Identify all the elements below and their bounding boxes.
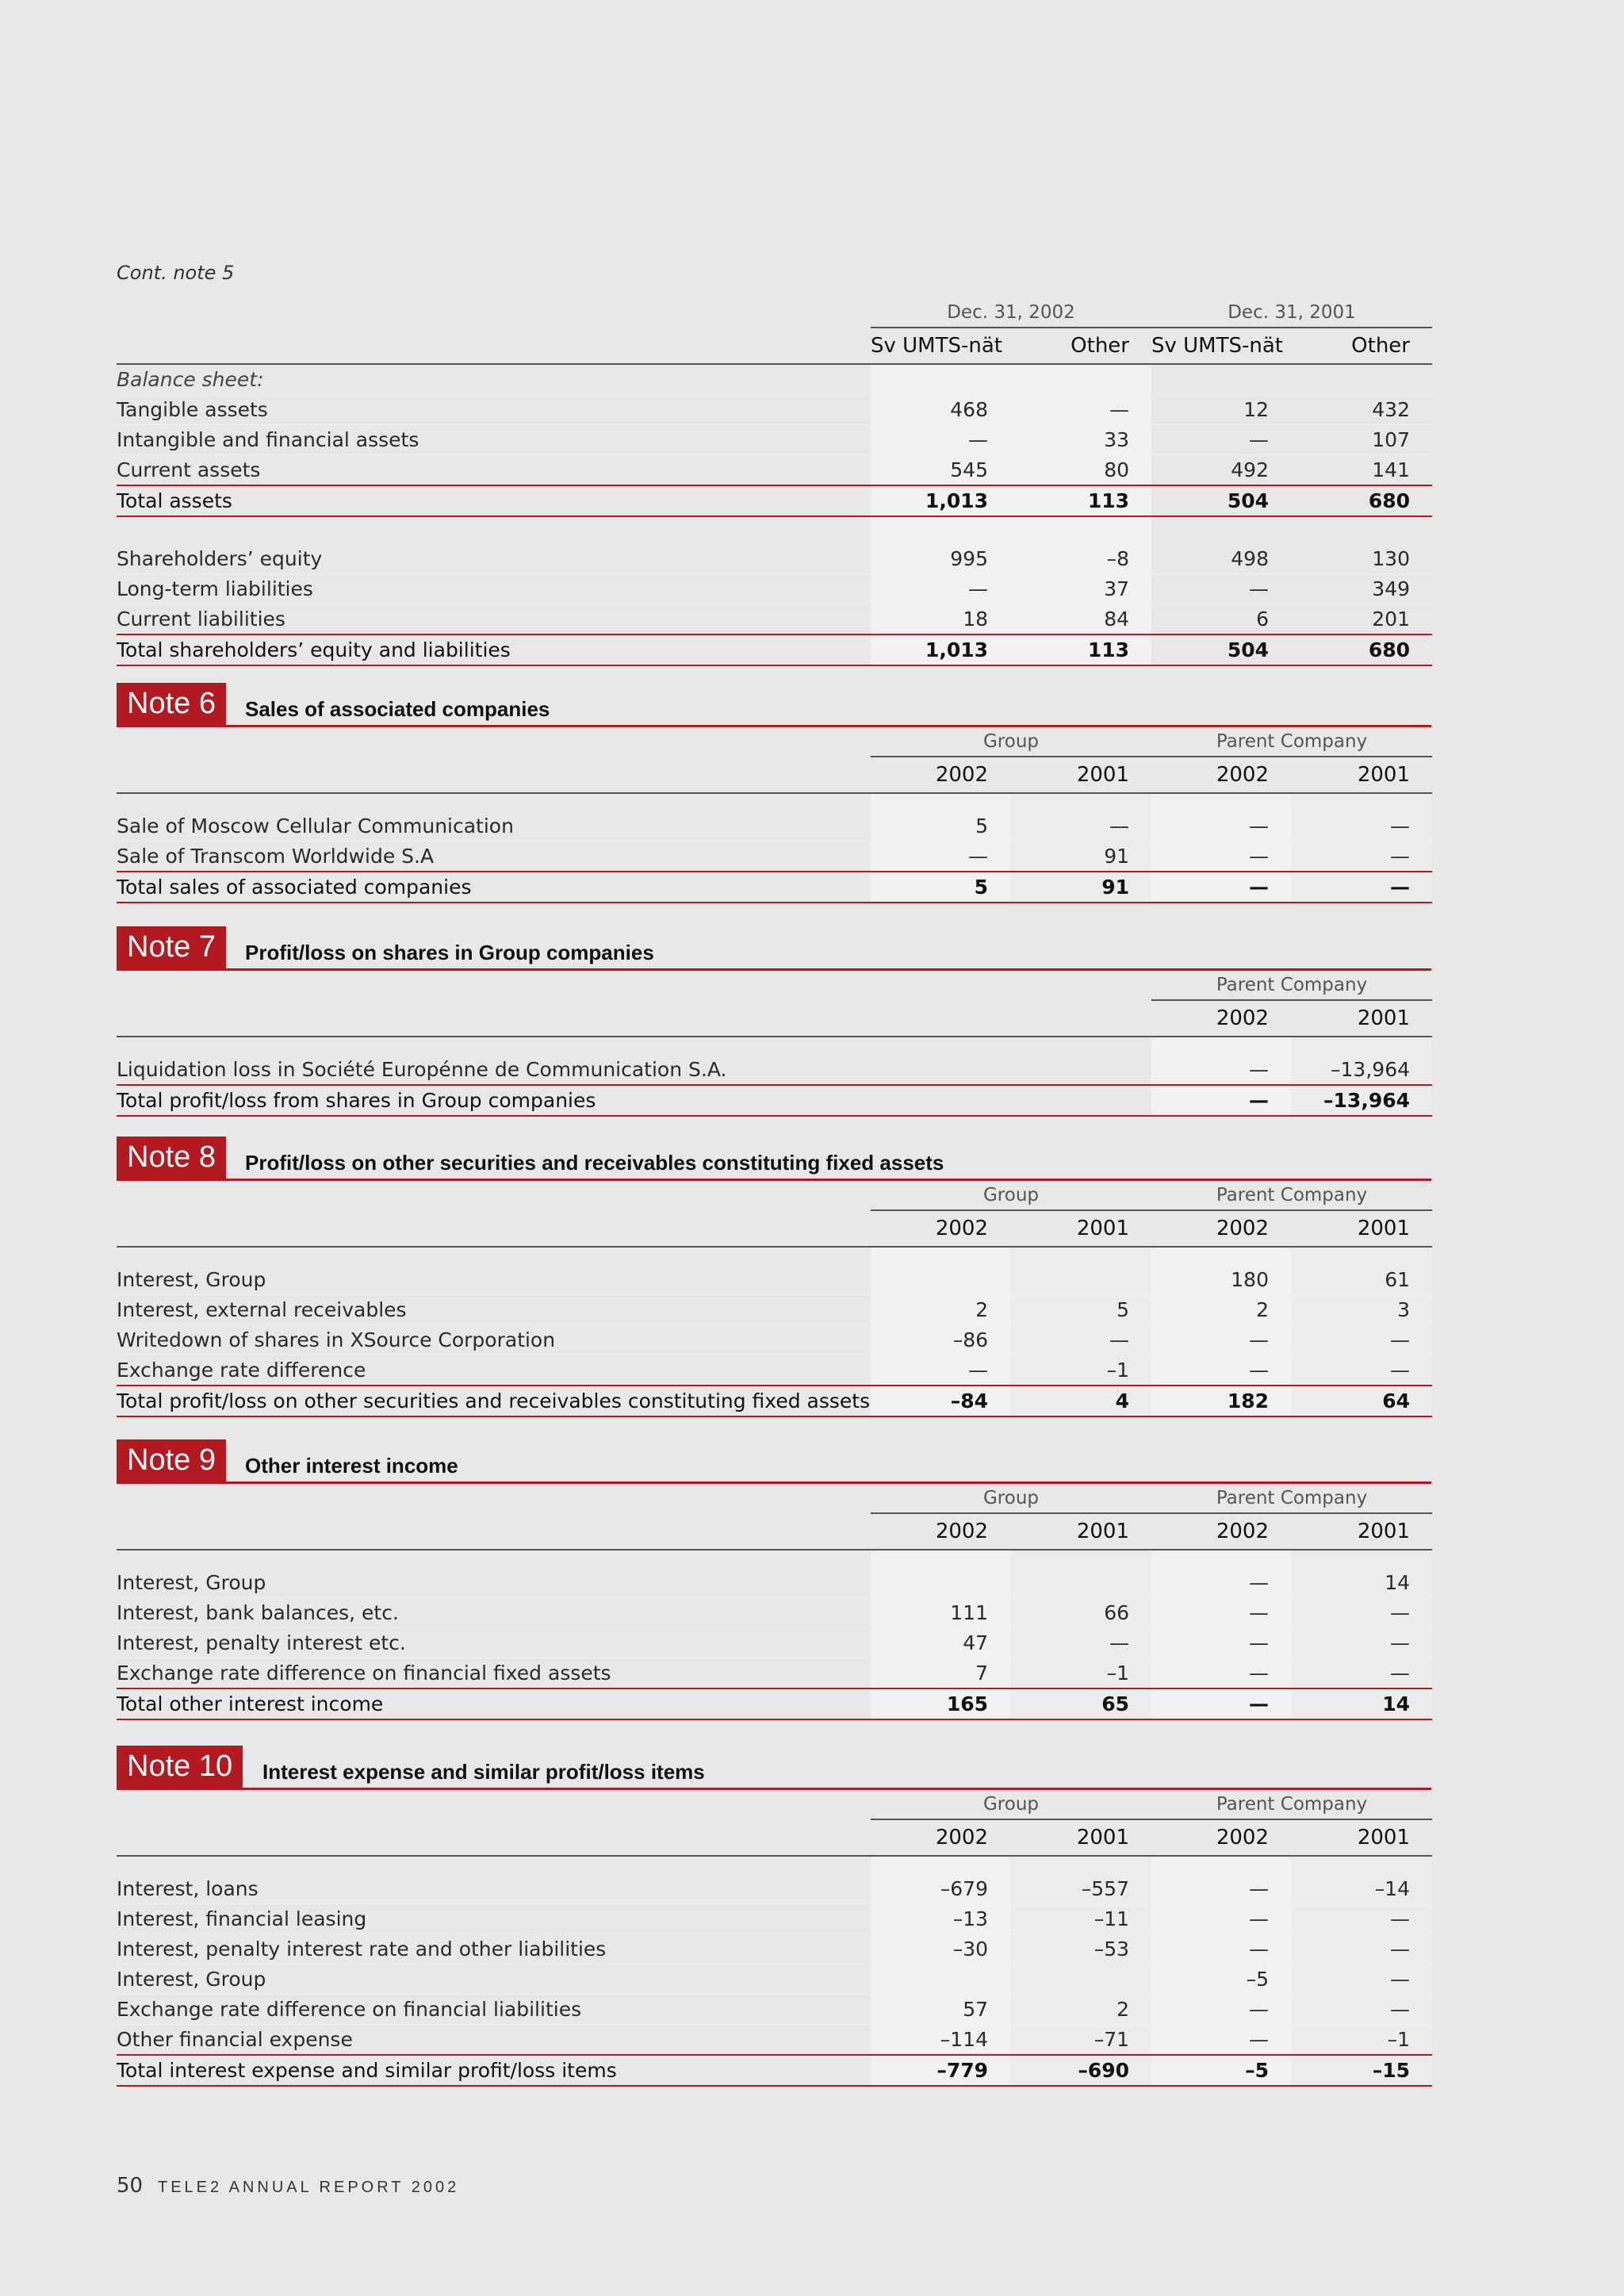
cell: 2	[1010, 1995, 1151, 2025]
cell: —	[871, 841, 1010, 872]
cell: –11	[1010, 1904, 1151, 1934]
row-label: Exchange rate difference on financial fixed assets	[117, 1658, 871, 1689]
cell: 66	[1010, 1598, 1151, 1628]
year-header: 2002	[1151, 1210, 1291, 1247]
cell: —	[1291, 1904, 1432, 1934]
group-header: Parent Company	[1151, 1484, 1432, 1513]
year-header: 2002	[871, 1819, 1010, 1856]
cell: –71	[1010, 2025, 1151, 2056]
total-row	[117, 872, 1432, 903]
note-title: Other interest income	[245, 1454, 458, 1478]
cell: –690	[1010, 2055, 1151, 2086]
note9-section	[117, 1439, 1431, 1720]
cell	[871, 1568, 1010, 1598]
cell: —	[1010, 1628, 1151, 1658]
table-row	[117, 1265, 1432, 1295]
cell: –1	[1010, 1355, 1151, 1386]
note-heading	[117, 1439, 1431, 1484]
table-row	[117, 1598, 1432, 1628]
note8-section	[117, 1137, 1431, 1417]
cell: 468	[871, 395, 1010, 425]
cell: —	[1151, 872, 1291, 903]
cell: 182	[1151, 1386, 1291, 1416]
cell: —	[1010, 395, 1151, 425]
cell: 349	[1291, 574, 1432, 604]
cell: 680	[1291, 485, 1432, 516]
row-label: Interest, external receivables	[117, 1295, 871, 1325]
table-row	[117, 1934, 1432, 1964]
cell: —	[1151, 841, 1291, 872]
cell: 80	[1010, 455, 1151, 486]
group-header: Group	[871, 1790, 1151, 1819]
cell: 107	[1291, 425, 1432, 455]
table-row	[117, 1355, 1432, 1386]
cell: 65	[1010, 1688, 1151, 1719]
cell: —	[1151, 1934, 1291, 1964]
cell: —	[1151, 1688, 1291, 1719]
cell: 12	[1151, 395, 1291, 425]
cell: 130	[1291, 544, 1432, 574]
cell: 3	[1291, 1295, 1432, 1325]
note-badge: Note 8	[117, 1137, 226, 1179]
table-row	[117, 1325, 1432, 1355]
row-label: Interest, bank balances, etc.	[117, 1598, 871, 1628]
cell: 180	[1151, 1265, 1291, 1295]
note-badge: Note 10	[117, 1746, 243, 1788]
row-label: Exchange rate difference	[117, 1355, 871, 1386]
row-label: Liquidation loss in Société Europénne de Communication S.A.	[117, 1055, 1151, 1085]
cell: —	[871, 1355, 1010, 1386]
cell: —	[1291, 1964, 1432, 1995]
cell: —	[1151, 2025, 1291, 2056]
cell: —	[1151, 1568, 1291, 1598]
row-label: Interest, Group	[117, 1265, 871, 1295]
table-row	[117, 1964, 1432, 1995]
row-label: Sale of Transcom Worldwide S.A	[117, 841, 871, 872]
row-label: Total profit/loss on other securities and receivables constituting fixed assets	[117, 1386, 871, 1416]
row-label: Exchange rate difference on financial liabilities	[117, 1995, 871, 2025]
row-label: Interest, penalty interest etc.	[117, 1628, 871, 1658]
cell: –14	[1291, 1874, 1432, 1904]
note-title: Sales of associated companies	[245, 697, 550, 721]
cell: –13,964	[1291, 1055, 1432, 1085]
cell	[1010, 1964, 1151, 1995]
cell: –15	[1291, 2055, 1432, 2086]
note-heading	[117, 1137, 1431, 1181]
cell: —	[1291, 1658, 1432, 1689]
cell: —	[871, 574, 1010, 604]
year-header: 2001	[1291, 757, 1432, 793]
note-badge: Note 6	[117, 683, 226, 725]
page-footer	[117, 2171, 459, 2198]
cell: 504	[1151, 634, 1291, 665]
year-header: 2001	[1010, 1210, 1151, 1247]
table-row	[117, 1628, 1432, 1658]
cell: 4	[1010, 1386, 1151, 1416]
cell: 14	[1291, 1688, 1432, 1719]
group-header: Dec. 31, 2001	[1151, 298, 1432, 328]
group-header: Group	[871, 1484, 1151, 1513]
total-row	[117, 1688, 1432, 1719]
cell: —	[1291, 872, 1432, 903]
year-header: 2001	[1291, 1000, 1432, 1037]
row-label: Long-term liabilities	[117, 574, 871, 604]
cell: 492	[1151, 455, 1291, 486]
cell: —	[1010, 811, 1151, 841]
cell: 57	[871, 1995, 1010, 2025]
cell: –114	[871, 2025, 1010, 2056]
row-label: Total shareholders’ equity and liabilities	[117, 634, 871, 665]
table-row	[117, 395, 1432, 425]
cell: 14	[1291, 1568, 1432, 1598]
row-label: Total interest expense and similar profit/loss items	[117, 2055, 871, 2086]
cell: 1,013	[871, 485, 1010, 516]
cell: —	[1291, 1325, 1432, 1355]
group-header: Parent Company	[1151, 1181, 1432, 1210]
cell: 680	[1291, 634, 1432, 665]
note8-table	[117, 1181, 1432, 1417]
section-label: Balance sheet:	[117, 364, 871, 395]
cell: 113	[1010, 485, 1151, 516]
cell: –679	[871, 1874, 1010, 1904]
year-header: 2001	[1010, 1513, 1151, 1550]
table-row	[117, 574, 1432, 604]
cell: –84	[871, 1386, 1010, 1416]
cell: —	[1151, 1325, 1291, 1355]
cell: 2	[871, 1295, 1010, 1325]
row-label: Total profit/loss from shares in Group companies	[117, 1085, 1151, 1116]
note-heading	[117, 926, 1431, 971]
column-header: Other	[1291, 328, 1432, 364]
row-label: Current liabilities	[117, 604, 871, 635]
cell: —	[1151, 1658, 1291, 1689]
cell: 84	[1010, 604, 1151, 635]
note-title: Interest expense and similar profit/loss items	[262, 1760, 705, 1784]
cell: 111	[871, 1598, 1010, 1628]
cell: –8	[1010, 544, 1151, 574]
table-row	[117, 2025, 1432, 2056]
cell: 995	[871, 544, 1010, 574]
cell: —	[1151, 574, 1291, 604]
page-number: 50	[117, 2174, 144, 2198]
year-header: 2001	[1010, 757, 1151, 793]
note6-section	[117, 683, 1431, 903]
note5-table-block	[117, 298, 1431, 666]
cell: –1	[1291, 2025, 1432, 2056]
note6-table	[117, 727, 1432, 903]
cell: —	[1291, 841, 1432, 872]
cell: 165	[871, 1688, 1010, 1719]
group-header: Group	[871, 727, 1151, 757]
cell: 2	[1151, 1295, 1291, 1325]
table-row	[117, 1568, 1432, 1598]
cell: —	[1151, 811, 1291, 841]
cell: —	[1151, 1085, 1291, 1116]
cell: —	[1151, 1055, 1291, 1085]
column-header: Sv UMTS-nät	[1151, 328, 1291, 364]
cell: 545	[871, 455, 1010, 486]
year-header: 2002	[1151, 1000, 1291, 1037]
cell: 5	[871, 811, 1010, 841]
row-label: Shareholders’ equity	[117, 544, 871, 574]
cell: 33	[1010, 425, 1151, 455]
table-row	[117, 1055, 1432, 1085]
cell: —	[1151, 1355, 1291, 1386]
group-header: Parent Company	[1151, 971, 1432, 1000]
row-label: Current assets	[117, 455, 871, 486]
year-header: 2001	[1291, 1210, 1432, 1247]
cell: –557	[1010, 1874, 1151, 1904]
row-label: Interest, Group	[117, 1964, 871, 1995]
total-row	[117, 1085, 1432, 1116]
table-row	[117, 1995, 1432, 2025]
note-heading	[117, 683, 1431, 727]
table-row	[117, 425, 1432, 455]
row-label: Interest, financial leasing	[117, 1904, 871, 1934]
cell: 64	[1291, 1386, 1432, 1416]
note7-section	[117, 926, 1431, 1117]
note-badge: Note 7	[117, 926, 226, 968]
year-header: 2001	[1010, 1819, 1151, 1856]
year-header: 2002	[871, 1210, 1010, 1247]
cell: –5	[1151, 1964, 1291, 1995]
row-label: Total sales of associated companies	[117, 872, 871, 903]
total-row	[117, 485, 1432, 516]
year-header: 2002	[1151, 1819, 1291, 1856]
table-row	[117, 455, 1432, 486]
row-label: Interest, loans	[117, 1874, 871, 1904]
cell: —	[1010, 1325, 1151, 1355]
table-row	[117, 1658, 1432, 1689]
note10-table	[117, 1790, 1432, 2087]
cell: 1,013	[871, 634, 1010, 665]
cell	[871, 1265, 1010, 1295]
total-row	[117, 1386, 1432, 1416]
cell: –53	[1010, 1934, 1151, 1964]
cell: —	[1291, 1995, 1432, 2025]
cell: –779	[871, 2055, 1010, 2086]
cell: —	[1291, 1628, 1432, 1658]
total-row	[117, 634, 1432, 665]
table-row	[117, 811, 1432, 841]
row-label: Total assets	[117, 485, 871, 516]
row-label: Total other interest income	[117, 1688, 871, 1719]
row-label: Interest, Group	[117, 1568, 871, 1598]
cell: 91	[1010, 841, 1151, 872]
cell: –13	[871, 1904, 1010, 1934]
year-header: 2001	[1291, 1513, 1432, 1550]
cell: –1	[1010, 1658, 1151, 1689]
row-label: Interest, penalty interest rate and other liabilities	[117, 1934, 871, 1964]
row-label: Tangible assets	[117, 395, 871, 425]
note-title: Profit/loss on shares in Group companies	[245, 941, 654, 964]
cell: —	[1151, 1598, 1291, 1628]
year-header: 2001	[1291, 1819, 1432, 1856]
table-row	[117, 604, 1432, 635]
row-label: Other financial expense	[117, 2025, 871, 2056]
cell: 91	[1010, 872, 1151, 903]
year-header: 2002	[871, 757, 1010, 793]
group-header: Parent Company	[1151, 727, 1432, 757]
cell	[1010, 1568, 1151, 1598]
table-row	[117, 544, 1432, 574]
cell: —	[871, 425, 1010, 455]
year-header: 2002	[1151, 757, 1291, 793]
cell: 141	[1291, 455, 1432, 486]
cell	[871, 1964, 1010, 1995]
cell: —	[1291, 811, 1432, 841]
table-row	[117, 841, 1432, 872]
note5-balance-table	[117, 298, 1432, 666]
note9-table	[117, 1484, 1432, 1720]
row-label: Writedown of shares in XSource Corporation	[117, 1325, 871, 1355]
total-row	[117, 2055, 1432, 2086]
cell: –13,964	[1291, 1085, 1432, 1116]
report-title: TELE2 ANNUAL REPORT 2002	[158, 2179, 460, 2196]
cell: –30	[871, 1934, 1010, 1964]
cell: –5	[1151, 2055, 1291, 2086]
cell: 504	[1151, 485, 1291, 516]
year-header: 2002	[871, 1513, 1010, 1550]
column-header: Other	[1010, 328, 1151, 364]
cell: —	[1151, 1874, 1291, 1904]
group-header: Parent Company	[1151, 1790, 1432, 1819]
cell: 6	[1151, 604, 1291, 635]
cell	[1010, 1265, 1151, 1295]
cell: 18	[871, 604, 1010, 635]
cell: 201	[1291, 604, 1432, 635]
note-badge: Note 9	[117, 1439, 226, 1481]
cell: 47	[871, 1628, 1010, 1658]
cell: —	[1151, 1628, 1291, 1658]
note-heading	[117, 1746, 1431, 1790]
table-row	[117, 1874, 1432, 1904]
cell: —	[1291, 1598, 1432, 1628]
cell: —	[1151, 1904, 1291, 1934]
row-label: Intangible and financial assets	[117, 425, 871, 455]
cell: 498	[1151, 544, 1291, 574]
cell: 113	[1010, 634, 1151, 665]
cell: 37	[1010, 574, 1151, 604]
cell: —	[1291, 1934, 1432, 1964]
cell: —	[1151, 425, 1291, 455]
cell: –86	[871, 1325, 1010, 1355]
group-header: Group	[871, 1181, 1151, 1210]
table-row	[117, 1295, 1432, 1325]
cont-note-label: Cont. note 5	[117, 262, 235, 284]
cell: 61	[1291, 1265, 1432, 1295]
note10-section	[117, 1746, 1431, 2087]
column-header: Sv UMTS-nät	[871, 328, 1010, 364]
note-title: Profit/loss on other securities and receivables constituting fixed assets	[245, 1151, 944, 1175]
cell: 432	[1291, 395, 1432, 425]
cell: 7	[871, 1658, 1010, 1689]
note7-table	[117, 971, 1432, 1117]
group-header: Dec. 31, 2002	[871, 298, 1151, 328]
cell: 5	[871, 872, 1010, 903]
cell: —	[1151, 1995, 1291, 2025]
row-label: Sale of Moscow Cellular Communication	[117, 811, 871, 841]
cell: 5	[1010, 1295, 1151, 1325]
cell: —	[1291, 1355, 1432, 1386]
table-row	[117, 1904, 1432, 1934]
year-header: 2002	[1151, 1513, 1291, 1550]
